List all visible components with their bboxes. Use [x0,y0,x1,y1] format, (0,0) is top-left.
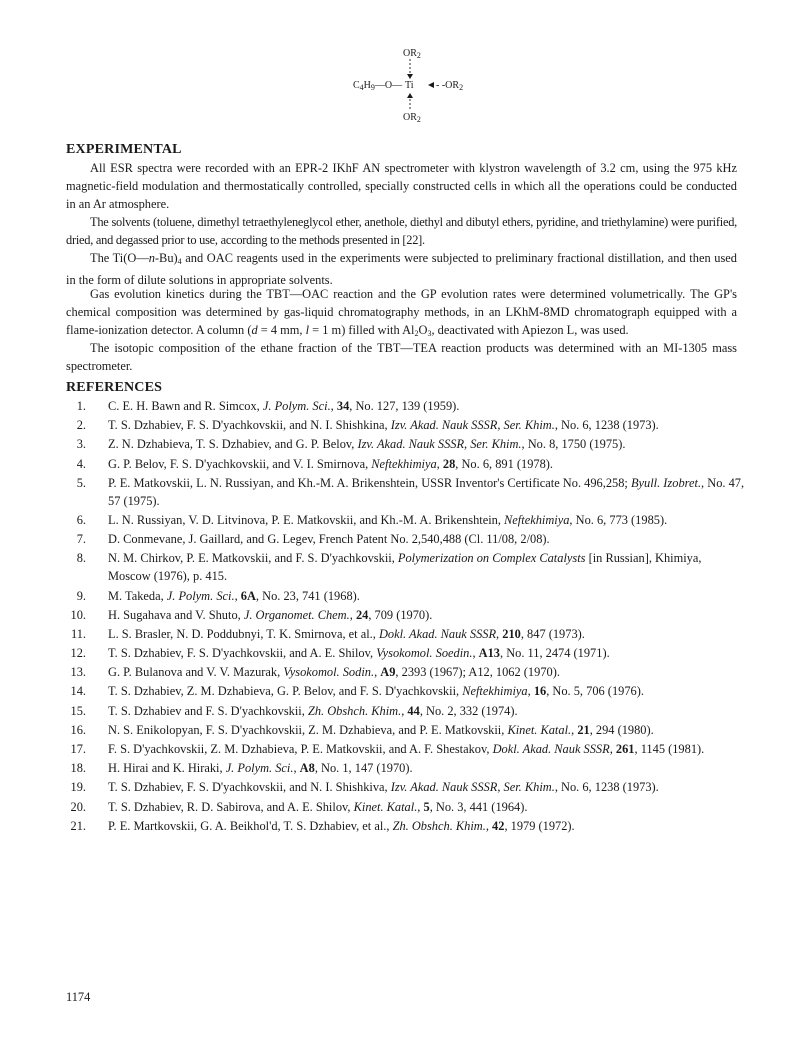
structure-left-group: $C_4H_9—O—$ [353,80,403,92]
reference-text: C. E. H. Bawn and R. Simcox, J. Polym. Sci., 34, No. 127, 139 (1959). [108,399,460,413]
reference-text: T. S. Dzhabiev, F. S. D'yachkovskii, and N. I. Shishkiva, Izv. Akad. Nauk SSSR, Ser. Khim., No. 6, 1238 (1973). [108,780,659,795]
reference-text: F. S. D'yachkovskii, Z. M. Dzhabieva, P. E. Matkovskii, and A. F. Shestakov, Dokl. Akad. Nauk SSSR, 261, 1145 (1981). [108,742,705,756]
reference-number: 8. [76,551,86,566]
reference-number: 4. [76,456,86,471]
reference-text: Z. N. Dzhabieva, T. S. Dzhabiev, and G. P. Belov, Izv. Akad. Nauk SSSR, Ser. Khim., No. 8, 1750 (1975). [108,437,626,452]
reference-text: T. S. Dzhabiev, F. S. D'yachkovskii, and N. I. Shishkina, Izv. Akad. Nauk SSSR, Ser. Khim., No. 6, 1238 (1973). [108,418,659,433]
page-number: 1174 [66,990,91,1004]
reference-number: 20. [70,799,86,814]
reference-number: 6. [76,512,86,527]
structure-top-group: $OR_2$ [403,48,421,60]
reference-text: T. S. Dzhabiev, Z. M. Dzhabieva, G. P. Belov, and F. S. D'yachkovskii, Neftekhimiya, 16, No. 5, 706 (1976). [108,684,644,699]
reference-item [66,759,746,777]
reference-item [66,511,746,529]
reference-item [66,702,746,720]
reference-text: N. M. Chirkov, P. E. Matkovskii, and F. S. D'yachkovskii, Polymerization on Complex Catalysts [in Russian], Khimiya, Moscow (1976), p. 415. [108,551,702,584]
experimental-paragraph-5: The isotopic composition of the ethane fraction of the TBT—TEA reaction products was determined with an MI-1305 mass spectrometer. [66,341,737,373]
reference-number: 1. [76,399,86,413]
experimental-paragraph-1: All ESR spectra were recorded with an EPR-2 IKhF AN spectrometer with klystron wavelength of 3.2 cm, using the 975 kHz magnetic-field modulation and thermostatically controlled, specially constructed cells in which all the operations could be conducted in an Ar atmosphere. [66,161,737,211]
reference-number: 14. [70,684,86,699]
reference-number: 9. [76,588,86,603]
reference-item [66,682,746,700]
reference-text: M. Takeda, J. Polym. Sci., 6A, No. 23, 741 (1968). [108,588,360,603]
reference-number: 19. [70,780,86,795]
reference-number: 15. [70,703,86,718]
reference-item [66,416,746,434]
reference-text: G. P. Bulanova and V. V. Mazurak, Vysokomol. Sodin., A9, 2393 (1967); A12, 1062 (1970). [108,665,560,680]
reference-text: P. E. Matkovskii, L. N. Russiyan, and Kh.-M. A. Brikenshtein, USSR Inventor's Certificate No. 496,258; Byull. Izobret., No. 47, 57 (1975). [108,475,745,508]
reference-item [66,549,746,585]
reference-text: L. S. Brasler, N. D. Poddubnyi, T. K. Smirnova, et al., Dokl. Akad. Nauk SSSR, 210, 847 (1973). [108,626,585,641]
reference-item [66,817,746,835]
reference-number: 16. [70,722,86,737]
reference-number: 7. [76,532,86,547]
reference-number: 10. [70,607,86,622]
reference-item [66,625,746,643]
reference-number: 3. [76,437,86,452]
reference-text: T. S. Dzhabiev, R. D. Sabirova, and A. E. Shilov, Kinet. Katal., 5, No. 3, 441 (1964). [108,799,528,814]
structure-bottom-group: $OR_2$ [403,112,421,124]
reference-text: L. N. Russiyan, V. D. Litvinova, P. E. Matkovskii, and Kh.-M. A. Brikenshtein, Neftekhimiya, No. 6, 773 (1985). [108,512,668,527]
reference-item [66,530,746,548]
reference-text: T. S. Dzhabiev, F. S. D'yachkovskii, and A. E. Shilov, Vysokomol. Soedin., A13, No. 11, 2474 (1971). [108,646,610,661]
reference-number: 13. [70,665,86,680]
reference-item [66,435,746,453]
reference-item [66,721,746,739]
references-heading: REFERENCES [66,380,163,395]
reference-item [66,778,746,796]
reference-text: H. Sugahava and V. Shuto, J. Organomet. Chem., 24, 709 (1970). [108,607,433,622]
reference-item [66,663,746,681]
reference-text: H. Hirai and K. Hiraki, J. Polym. Sci., A8, No. 1, 147 (1970). [108,761,413,776]
reference-number: 12. [70,646,86,661]
experimental-paragraph-2: The solvents (toluene, dimethyl tetraethyleneglycol ether, anethole, diethyl and dibutyl ethers, pyridine, and triethylamine) were purified, dried, and degassed prior to use, according to the methods presented in [22]. [66,215,737,247]
reference-item [66,455,746,473]
reference-number: 18. [70,761,86,776]
reference-number: 11. [70,626,86,641]
titanium-complex-structure [340,44,480,126]
reference-item [66,397,746,415]
reference-text: D. Conmevane, J. Gaillard, and G. Legev, French Patent No. 2,540,488 (Cl. 11/08, 2/08). [108,532,550,547]
reference-number: 17. [70,742,86,756]
reference-item [66,606,746,624]
reference-item [66,798,746,816]
reference-item [66,644,746,662]
reference-text: T. S. Dzhabiev and F. S. D'yachkovskii, Zh. Obshch. Khim., 44, No. 2, 332 (1974). [108,703,518,718]
reference-number: 5. [76,475,86,490]
reference-text: N. S. Enikolopyan, F. S. D'yachkovskii, Z. M. Dzhabieva, and P. E. Matkovskii, Kinet. Katal., 21, 294 (1980). [108,722,654,737]
experimental-heading: EXPERIMENTAL [66,142,182,157]
structure-right-group: - $-OR_2$ [436,80,464,92]
reference-item [66,587,746,605]
reference-item [66,740,746,758]
references-list [66,397,746,836]
reference-number: 21. [70,818,86,833]
experimental-paragraph-3: The $Ti(O—n-Bu)_4$ and OAC reagents used in the experiments were subjected to preliminary fractional distillation, and then used in the form of dilute solutions in appropriate solvents. [66,251,737,287]
structure-center-atom: Ti [405,80,414,91]
reference-item [66,474,746,510]
experimental-paragraph-4: Gas evolution kinetics during the TBT—OAC reaction and the GP evolution rates were determined volumetrically. The GP's chemical composition was determined by gas-liquid chromatography methods, in an LKhM-8MD chromatograph equipped with a flame-ionization detector. A column (d = 4 mm, l = 1 m) filled with $Al_2O_3$, deactivated with Apiezon L, was used. [66,287,737,338]
reference-text: P. E. Martkovskii, G. A. Beikhol'd, T. S. Dzhabiev, et al., Zh. Obshch. Khim., 42, 1979 (1972). [108,818,575,833]
reference-text: G. P. Belov, F. S. D'yachkovskii, and V. I. Smirnova, Neftekhimiya, 28, No. 6, 891 (1978). [108,456,554,471]
reference-number: 2. [76,418,86,433]
